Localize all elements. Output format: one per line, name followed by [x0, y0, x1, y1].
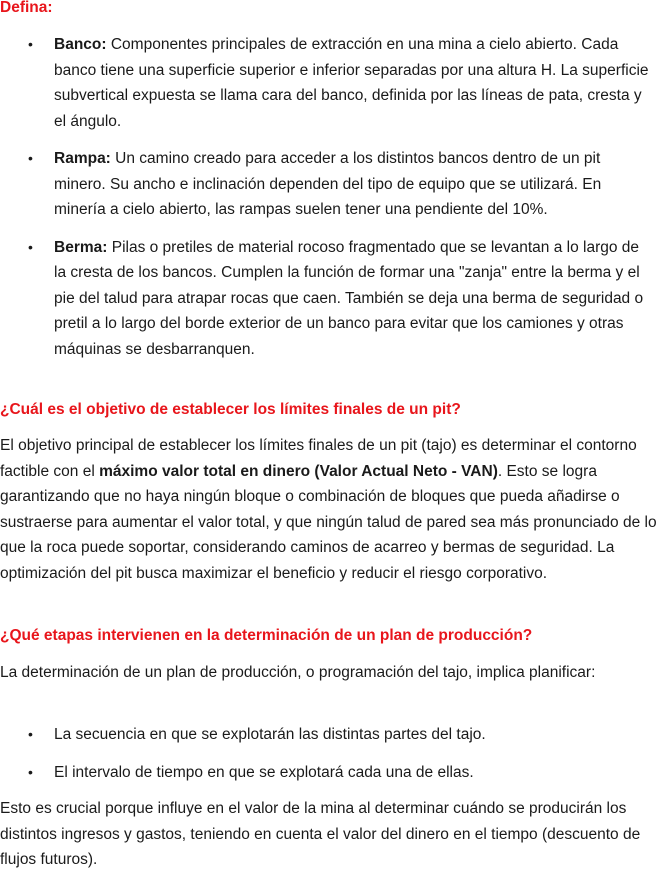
etapas-intro: La determinación de un plan de producción, o programación del tajo, implica planificar: — [0, 664, 596, 681]
objetivo-text-after: . Esto se logra garantizando que no haya ningún bloque o combinación de bloques que pueda añadirse o sustraerse para aumentar el valor total, y que ningún talud de pared sea más pronunciado de lo que la roca puede soportar, considerando caminos de acarreo y bermas de seguridad. La optimización del pit busca maximizar el beneficio y reducir el riesgo corporativo. — [0, 462, 657, 582]
bullet-icon: • — [28, 150, 33, 166]
defina-heading: Defina: — [0, 0, 53, 16]
definition-rampa: Un camino creado para acceder a los distintos bancos dentro de un pit minero. Su ancho e inclinación dependen del tipo de equipo que se utilizará. En minería a cielo abierto, las rampas suelen tener una pendiente del 10%. — [54, 150, 602, 218]
etapa-text: La secuencia en que se explotarán las distintas partes del tajo. — [54, 726, 486, 743]
etapa-text: El intervalo de tiempo en que se explotará cada una de ellas. — [54, 763, 474, 781]
bullet-icon: • — [28, 238, 33, 255]
etapas-list — [0, 722, 652, 785]
objetivo-paragraph — [0, 433, 659, 586]
term-berma: Berma: — [54, 238, 108, 256]
etapas-closing: Esto es crucial porque influye en el valor de la mina al determinar cuándo se producirán los distintos ingresos y gastos, teniendo en cuenta el valor del dinero en el tiempo (descuento de flujos futuros). — [0, 800, 641, 868]
list-item-rampa — [0, 146, 652, 223]
objetivo-heading: ¿Cuál es el objetivo de establecer los límites finales de un pit? — [0, 401, 461, 418]
bullet-icon: • — [28, 763, 33, 780]
list-item-banco — [0, 32, 652, 134]
definition-berma: Pilas o pretiles de material rocoso fragmentado que se levantan a lo largo de la cresta de los bancos. Cumplen la función de formar una "zanja" entre la berma y el pie del talud para atrapar rocas que caen. También se deja una berma de seguridad o pretil a lo largo del borde exterior de un banco para evitar que los camiones y otras máquinas se desbarranquen. — [54, 238, 644, 358]
definitions-list — [0, 32, 652, 362]
term-rampa: Rampa: — [54, 150, 111, 167]
term-banco: Banco: — [54, 36, 107, 53]
bullet-icon: • — [28, 36, 33, 52]
definition-banco: Componentes principales de extracción en una mina a cielo abierto. Cada banco tiene una superficie superior e inferior separadas por una altura H. La superficie subvertical expuesta se llama cara del banco, definida por las líneas de pata, cresta y el ángulo. — [54, 36, 649, 130]
list-item-etapa — [0, 760, 652, 786]
bullet-icon: • — [28, 726, 33, 742]
etapas-heading: ¿Qué etapas intervienen en la determinación de un plan de producción? — [0, 627, 533, 644]
objetivo-bold-van: máximo valor total en dinero (Valor Actual Neto - VAN) — [99, 462, 498, 480]
list-item-berma — [0, 235, 652, 363]
list-item-etapa — [0, 722, 652, 748]
objetivo-text-before: El objetivo principal de establecer los límites finales de un pit (tajo) es determinar el contorno factible con el — [0, 437, 637, 480]
